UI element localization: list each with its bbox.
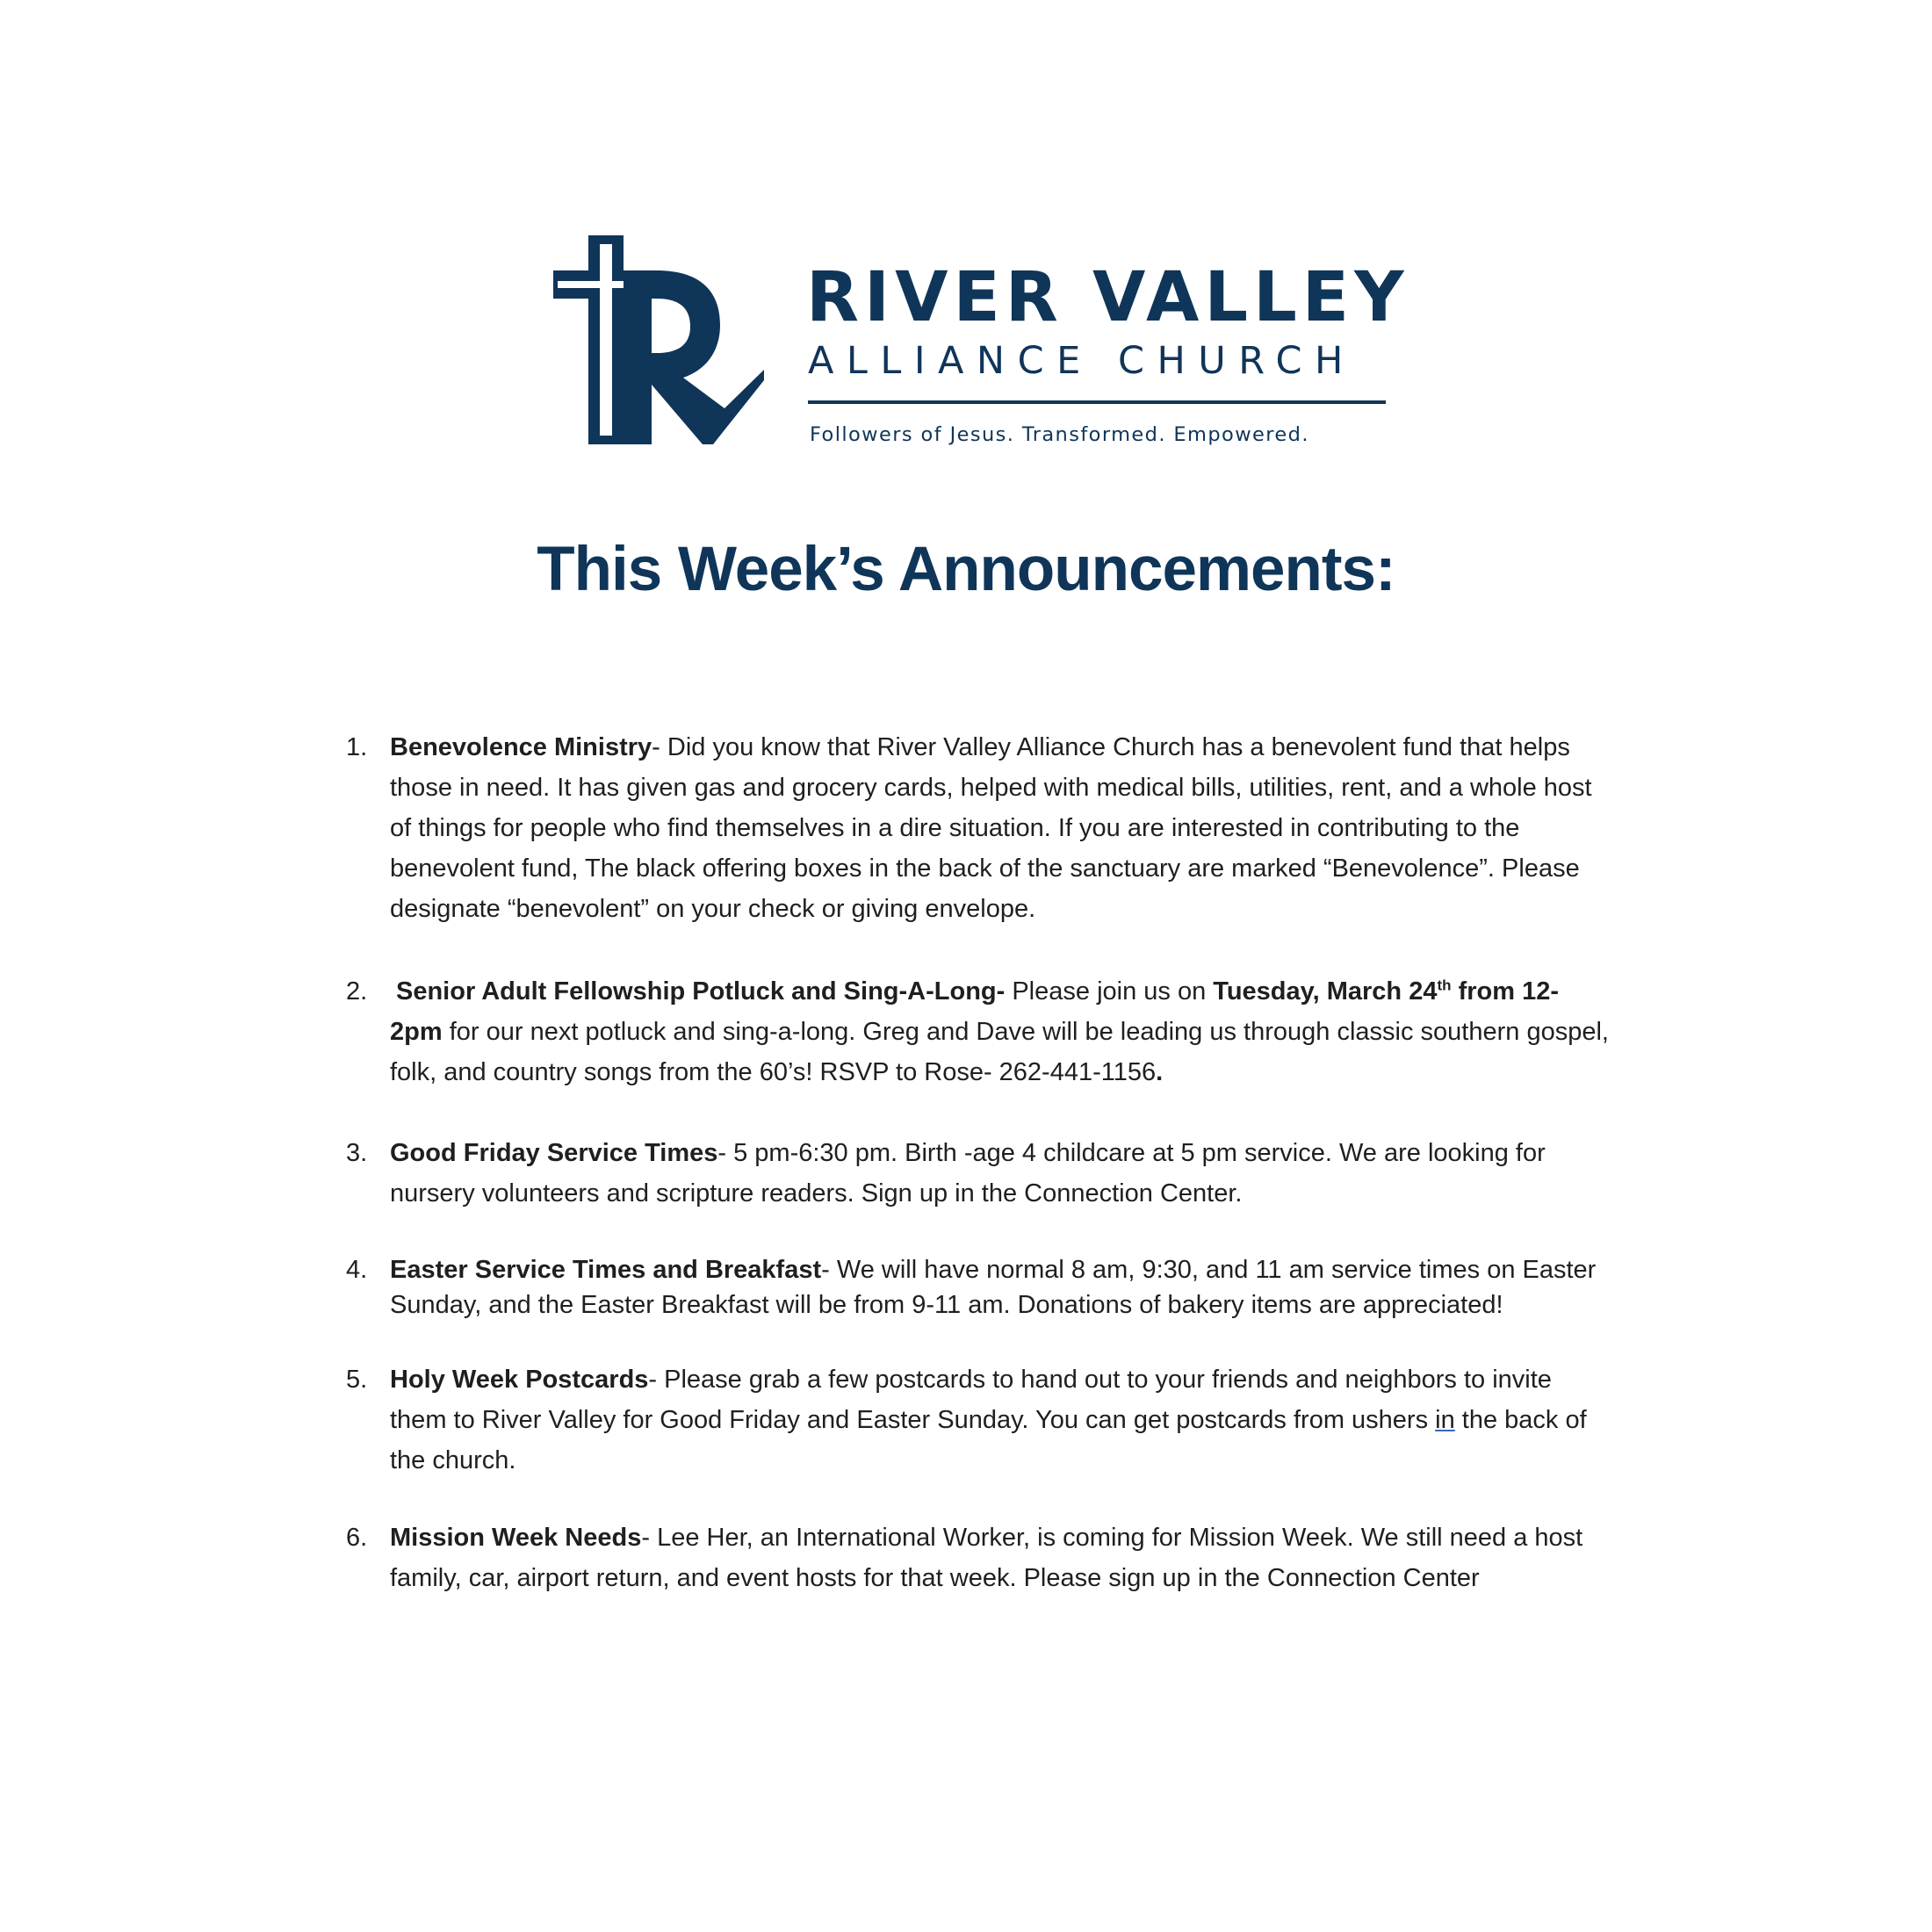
item-number: 5. <box>346 1366 368 1394</box>
item-text: - Lee Her, an International Worker, is coming for Mission Week. We still need a host family, car, airport return, and event hosts for that week. Please sign up in the Connection Center <box>390 1524 1583 1592</box>
item-number: 1. <box>346 733 368 761</box>
item-number: 2. <box>346 977 368 1006</box>
event-time: from 12-2pm <box>390 977 1559 1046</box>
item-text-end: . <box>1156 1058 1164 1086</box>
church-subtitle: ALLIANCE CHURCH <box>808 339 1356 383</box>
item-heading: Benevolence Ministry <box>390 733 652 761</box>
church-logo <box>553 235 1409 455</box>
item-number: 4. <box>346 1256 368 1284</box>
list-item <box>346 1359 1611 1481</box>
item-text: - 5 pm-6:30 pm. Birth -age 4 childcare at 5 pm service. We are looking for nursery volunteers and scripture readers. Sign up in the Connection Center. <box>390 1139 1546 1208</box>
list-item <box>346 971 1611 1092</box>
item-heading: Holy Week Postcards <box>390 1366 649 1394</box>
announcement-list <box>346 727 1611 1598</box>
item-number: 6. <box>346 1524 368 1552</box>
item-text: Please join us on <box>1005 977 1214 1006</box>
underlined-word: in <box>1435 1406 1455 1434</box>
item-text: - We will have normal 8 am, 9:30, and 11 am service times on Easter Sunday, and the Easter Breakfast will be from 9-11 am. Donations of bakery items are appreciated! <box>390 1256 1597 1319</box>
item-text: for our next potluck and sing-a-long. Greg and Dave will be leading us through classic southern gospel, folk, and country songs from the 60’s! RSVP to Rose- 262-441-1156 <box>390 1018 1609 1086</box>
list-item <box>346 727 1611 929</box>
item-number: 3. <box>346 1139 368 1167</box>
list-item <box>346 1517 1611 1598</box>
item-text: the back of the church. <box>390 1406 1587 1474</box>
list-item <box>346 1133 1611 1214</box>
item-heading: Good Friday Service Times <box>390 1139 718 1167</box>
item-heading: Senior Adult Fellowship Potluck and Sing-A-Long- <box>396 977 1006 1006</box>
list-item <box>346 1252 1611 1323</box>
item-text: - Did you know that River Valley Alliance Church has a benevolent fund that helps those in need. It has given gas and grocery cards, helped with medical bills, utilities, rent, and a whole host of things for people who find themselves in a dire situation. If you are interested in contributing to the benevolent fund, The black offering boxes in the back of the sanctuary are marked “Benevolence”. Please designate “benevolent” on your check or giving envelope. <box>390 733 1592 923</box>
church-tagline: Followers of Jesus. Transformed. Empowered. <box>810 423 1309 446</box>
item-heading: Mission Week Needs <box>390 1524 642 1552</box>
church-name: RIVER VALLEY <box>806 258 1409 337</box>
page-title: This Week’s Announcements: <box>537 535 1395 604</box>
date-suffix: th <box>1437 977 1452 994</box>
event-date: Tuesday, March 24 <box>1213 977 1438 1006</box>
item-heading: Easter Service Times and Breakfast <box>390 1256 822 1284</box>
cross-r-logo-icon <box>553 235 773 455</box>
logo-divider <box>808 400 1386 404</box>
item-text: - Please grab a few postcards to hand out to your friends and neighbors to invite them to River Valley for Good Friday and Easter Sunday. You can get postcards from ushers <box>390 1366 1552 1434</box>
